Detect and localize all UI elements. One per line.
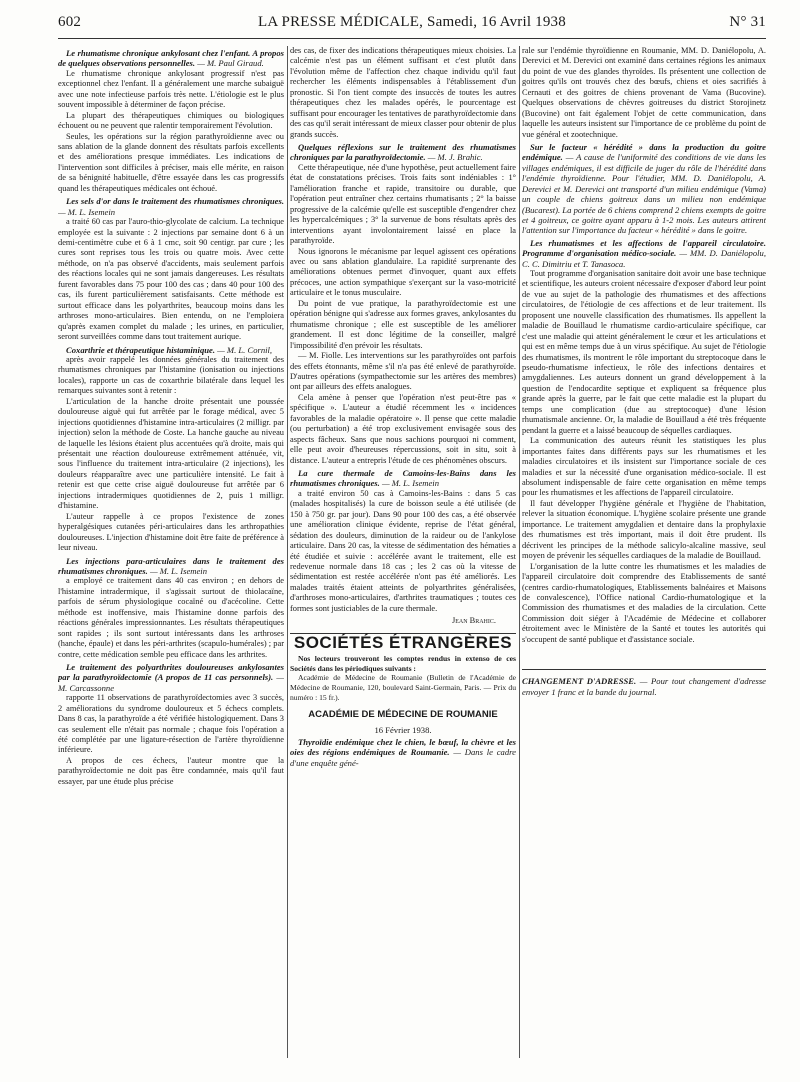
- article-title: Sur le facteur « hérédité » dans la production du goitre endémique. — A cause de l'uniformité des conditions de vie dans les villages endémiques, il est difficile de juger du rôle de l'hérédité dans l'endémie thyroïdienne. Pour l'étudier, MM. D. Daniélopolu, A. Derevici et M. Derevici ont transporté d'un milieu endémique (Vama) un couple de chiens goitreux dans un milieu non endémique (Bucarest). La portée de 6 chiens comprend 2 chiens exempts de goitre et 4 goitreux, ce goitre ayant apparu à 1-2 mois. Les auteurs attirent l'attention sur l'importance du facteur « hérédité » dans le goitre.: [522, 142, 766, 236]
- article-author: — M. Paul Giraud.: [197, 58, 264, 69]
- article-title: Les rhumatismes et les affections de l'appareil circulatoire. Programme d'organisation médico-sociale. — MM. D. Daniélopolu, C. C. Dimitriu et T. Tanasoca.: [522, 237, 766, 269]
- session-date: 16 Février 1938.: [374, 724, 432, 735]
- column-divider-1: [287, 46, 288, 1058]
- paragraph: A propos de ces échecs, l'auteur montre que la parathyroïdectomie ne doit pas être condamnée, mais qu'il faut essayer, par une étude plus précise: [58, 755, 284, 786]
- paragraph: a employé ce traitement dans 40 cas environ ; en dehors de l'histamine intradermique, il s'agissait surtout de thiolacaïne, parfois de sérum physiologique cocaïné ou d'acécoline. Cette méthode est inoffensive, mais l'histamine donne parfois des réactions générales impressionnantes. Les résultats thérapeutiques sont rapides ; ils sont surtout intéressants dans les arthroses (hanche, épaule) et dans les péri-arthrites (scapulo-humérales) ; par contre, cette médication semble peu efficace dans les arthrites.: [58, 576, 284, 659]
- paragraph: Il faut développer l'hygiène générale et l'hygiène de l'habitation, relever la situation économique. L'hygiène scolaire présente une grande importance. Le traitement amygdalien et dentaire dans la prophylaxie des rhumatismes est très important, mais il doit être prudent. Ils décrivent les principes de la méthode salicylo-alcaline massive, seul moyen de prévenir les séquelles cardiaques de la maladie de Bouillaud.: [522, 498, 766, 561]
- article-title: Les sels d'or dans le traitement des rhumatismes chroniques. — M. L. Isemein: [58, 196, 284, 217]
- article-text: — A cause de l'uniformité des conditions de vie dans les villages endémiques, il est difficile de juger du rôle de l'hérédité dans l'endémie thyroïdienne. Pour l'étudier, MM. D. Daniélopolu, A. Derevici et M. Derevici ont transporté d'un milieu endémique (Vama) un couple de chiens goitreux dans un milieu non endémique (Bucarest). La portée de 6 chiens comprend 2 chiens exempts de goitre et 4 goitreux, ce goitre ayant apparu à 1-2 mois. Les auteurs attirent l'attention sur l'importance du facteur « hérédité » dans le goitre.: [522, 152, 766, 236]
- paragraph: La communication des auteurs réunit les statistiques les plus importantes faites dans différents pays sur les rhumatismes et les maladies circulatoires et ils insistent sur l'importance sociale de ces maladies et sur la nécessité d'une organisation médico-sociale. Il est absolument indispensable de faire cette organisation en même temps pour les rhumatismes et les affections de l'appareil circulatoire.: [522, 436, 766, 498]
- paragraph: a traité 60 cas par l'auro-thio-glycolate de calcium. La technique employée est la suivante : 2 injections par semaine dont 6 à un demi-centimètre cube et 6 à 1 cmc, soit 90 centigr. par cure ; les cures sont reprises tous les trois ou quatre mois. Avec cette méthode, on n'a pas observé d'accidents, mais seulement parfois des réactions locales qui ne sont jamais dangereuses. Les résultats furent favorables dans 75 pour 100 des cas ; dans 40 pour 100 des cas, ils furent particulièrement satisfaisants. Cette méthode est surtout efficace dans les polyarthrites, beaucoup moins dans les arthroses mono-articulaires. Bien entendu, on ne l'emploiera qu'après examen complet du malade ; les urines, en particulier, seront surveillées comme dans tout traitement aurique.: [58, 217, 284, 342]
- paragraph: après avoir rappelé les données générales du traitement des rhumatismes chroniques par l'histamine (ionisation ou injections locales), rapporte un cas de coxarthrie bilatérale dans lequel les remarques suivantes sont à retenir :: [58, 354, 284, 396]
- notice-text: Académie de Médecine de Roumanie (Bulletin de l'Académie de Médecine de Roumanie, 120, boulevard Saint-Germain, Paris. — Prix du numéro : 15 fr.).: [290, 673, 516, 702]
- academy-heading: ACADÉMIE DE MÉDECINE DE ROUMANIE: [308, 709, 498, 721]
- column-3: [522, 46, 766, 1076]
- article-text: — Dans le cadre d'une enquête géné-: [290, 747, 516, 768]
- address-change-notice: [522, 669, 766, 698]
- paragraph: La plupart des thérapeutiques chimiques ou biologiques échouent ou ne peuvent que ralentir temporairement l'évolution.: [58, 110, 284, 131]
- page-header: [58, 14, 766, 36]
- article-author: — M. Carcassonne: [58, 672, 284, 693]
- paragraph: Cette thérapeutique, née d'une hypothèse, peut actuellement faire état de constatations précises. Trois faits sont indéniables : 1° l'amélioration franche et rapide, transitoire ou durable, que l'opération peut entraîner chez certains rhumatisants ; 2° la baisse progressive de la calcémie qu'elle est susceptible d'engendrer chez les hypercalcémiques ; 3° la survenue de bons résultats après des interventions ayant involontairement laissé en place la parathyroïde.: [290, 162, 516, 246]
- column-divider-2: [519, 46, 520, 1058]
- periodicals-notice: [290, 654, 516, 702]
- article-author: — M. L. Cornil,: [217, 344, 273, 355]
- notice-label: CHANGEMENT D'ADRESSE.: [522, 676, 637, 687]
- column-2: [290, 46, 516, 1076]
- issue-number: N° 31: [729, 14, 766, 30]
- paragraph: Tout programme d'organisation sanitaire doit avoir une base technique et scientifique, les auteurs croient nécessaire d'exposer d'abord leur point de vue au sujet de la pathologie des rhumatismes et des affections circulatoires, de l'étiologie de ces affections et de leur traitement. Ils proposent une nouvelle classification des rhumatismes. Ils appellent la maladie de Bouillaud le rhumatisme cardio-articulaire spécifique, car c'est une maladie qui atteint généralement le cœur et les articulations et qui est en même temps due à un virus spécifique. Au sujet de l'étiologie des rhumatismes, ils montrent le rôle important du streptocoque dans le pseudo-rhumatisme infectieux, le rôle des infections dentaires et amygdaliennes. Les auteurs donnent un grand développement à la question de l'endocardite septique et expliquent sa fréquence plus grande après la guerre, par le fait que cette maladie est la plupart du temps une complication (due au streptocoque) d'une lésion rhumatismale ancienne. Or, la maladie de Bouillaud a été très fréquente pendant la guerre et a laissé beaucoup de séquelles cardiaques.: [522, 268, 766, 435]
- paragraph: des cas, de fixer des indications thérapeutiques mieux choisies. La calcémie n'est pas un élément suffisant et c'est plutôt dans l'évolution même de l'affection chez chaque individu qu'il faut rechercher les éléments indispensables à l'établissement d'un pronostic. Si l'on tient compte des insuccès de toutes les autres thérapeutiques chez les malades opérés, le pourcentage est suffisant pour encourager les tentatives de parathyroïdectomie dans des cas qu'il serait intéressant de mieux classer pour obtenir de plus grands succès.: [290, 46, 516, 139]
- article-author: — M. L. Isemein: [149, 565, 207, 576]
- article-title: Les injections para-articulaires dans le traitement des rhumatismes chroniques. — M. L. Isemein: [58, 555, 284, 576]
- paragraph: rapporte 11 observations de parathyroïdectomies avec 3 succès, 2 améliorations du syndrome douloureux et 5 échecs complets. Dans 8 cas, la parathyroïde a été vérifiée histologiquement. Dans 3 cas seulement elle n'était pas normale ; chaque fois l'opération a été complétée par une ligature-résection de l'artère thyroïdienne inférieure.: [58, 693, 284, 755]
- notice-text: Nos lecteurs trouveront les comptes rendus in extenso de ces Sociétés dans les périodiques suivants :: [290, 654, 516, 673]
- article-title: Coxarthrie et thérapeutique histaminique. — M. L. Cornil,: [66, 344, 273, 355]
- article-author: — M. L. Isemein: [58, 206, 116, 217]
- notice-text: — Pour tout changement d'adresse envoyer 1 franc et la bande du journal.: [522, 676, 766, 698]
- paragraph: — M. Fiolle. Les interventions sur les parathyroïdes ont parfois des effets étonnants, même s'il n'a pas été enlevé de parathyroïde. D'autres opérations (sympathectomie sur les artères des membres) ont par ailleurs des effets analogues.: [290, 351, 516, 392]
- article-author: — MM. D. Daniélopolu, C. C. Dimitriu et T. Tanasoca.: [522, 248, 766, 269]
- paragraph: Seules, les opérations sur la région parathyroïdienne avec ou sans ablation de la glande donnent des résultats parfois excellents et des améliorations presque immédiates. Les indications de l'intervention sont difficiles à préciser, mais elle mérite, en raison de sa bénignité habituelle, d'être essayée dans les cas progressifs quand les thérapeutiques médicales ont échoué.: [58, 131, 284, 193]
- header-rule: [58, 38, 766, 39]
- paragraph: L'auteur rappelle à ce propos l'existence de zones hyperalgésiques cutanées péri-articulaires dans les arthropathies douloureuses. L'injection d'histamine doit être faite de préférence à leur niveau.: [58, 511, 284, 553]
- article-title: Le traitement des polyarthrites douloureuses ankylosantes par la parathyroïdectomie (A propos de 11 cas personnels). — M. Carcassonne: [58, 661, 284, 693]
- paragraph: Cela amène à penser que l'opération n'est peut-être pas « spécifique ». L'auteur a étudié récemment les « incidences favorables de la maladie opératoire ». Il pense que cette maladie (ou perturbation) a été trop exclusivement envisagée sous des aspects fâcheux. Sans que nous sachions pourquoi ni comment, elle peut avoir d'heureuses répercussions, soit in situ, soit à distance. L'auteur a entrepris l'étude de ces phénomènes obscurs.: [290, 392, 516, 465]
- paragraph: a traité environ 50 cas à Camoins-les-Bains : dans 5 cas (malades hospitalisés) la cure de boisson seule a été utilisée (de 150 à 750 gr. par jour). Dans 90 pour 100 des cas, a été observée une amélioration clinique évidente, reprise de l'état général, sédation des douleurs, diminution de la raideur ou de l'ankylose articulaire. Dans 20 cas, la vitesse de sédimentation des hématies a été étudiée et suivie : accélérée avant le traitement, elle est redevenue normale dans 18 cas ; les 2 cas où la vitesse de sédimentation est restée accélérée n'ont pas été améliorés. Les malades traités étaient atteints de polyarthrites généralisées, d'arthroses mono-articulaires, d'arthrites traumatiques ; toutes ces formes sont justiciables de la cure thermale.: [290, 488, 516, 613]
- signature: Jean Brahic.: [451, 616, 496, 626]
- section-title: SOCIÉTÉS ÉTRANGÈRES: [290, 633, 516, 648]
- article-author: — M. L. Isemein: [381, 478, 439, 489]
- paragraph: L'organisation de la lutte contre les rhumatismes et les maladies de l'appareil circulatoire doit comprendre des Etablissements de santé (centres cardio-rhumatologiques, Etablissements balnéaires et Maisons de convalescence), l'Office national Cardio-rhumatologique et la Commission des rhumatismes et des maladies de la circulation. Cette Commission doit siéger à l'Académie de Médecine et collaborer étroitement avec le Ministère de la Santé et toutes les autorités qui s'occupent de santé publique et d'assistance sociale.: [522, 561, 766, 644]
- paragraph: Le rhumatisme chronique ankylosant progressif n'est pas exceptionnel chez l'enfant. Il a généralement une marche subaiguë avec une note infectieuse parfois très nette. L'étiologie est le plus souvent impossible à déterminer de façon précise.: [58, 68, 284, 110]
- article-title: Quelques réflexions sur le traitement des rhumatismes chroniques par la parathyroïdectomie. — M. J. Brahic.: [290, 142, 516, 163]
- paragraph: Du point de vue pratique, la parathyroïdectomie est une opération bénigne qui s'adresse aux formes graves, ankylosantes du rhumatisme chronique ; elle est susceptible de les améliorer grandement. Il est donc légitime de la conseiller, malgré l'impossibilité d'en prévoir les résultats.: [290, 298, 516, 350]
- paragraph: Nous ignorons le mécanisme par lequel agissent ces opérations avec ou sans ablation glandulaire. La rapidité surprenante des améliorations obtenues permet d'invoquer, quant aux effets précoces, une action sympathique s'exerçant sur la vaso-motricité articulaire et le tonus musculaire.: [290, 246, 516, 298]
- paragraph: rale sur l'endémie thyroïdienne en Roumanie, MM. D. Daniélopolu, A. Derevici et M. Derevici ont examiné dans certaines régions les animaux du point de vue des glandes thyroïdes. Ils présentent une collection de goitres qu'ils ont trouvés chez des bœufs, chiens et oies sacrifiés à Cernauti et des goitres de chiens provenant de Vama (Bucovine). Quelques observations de chèvres goitreuses du district Storojinetz (Bucovine) ont fait également l'objet de cette communication, dans laquelle les auteurs insistent sur l'importance de ce problème du point de vue général et zootechnique.: [522, 46, 766, 139]
- column-1: [58, 46, 284, 1076]
- page-number: 602: [58, 14, 82, 30]
- journal-title: LA PRESSE MÉDICALE, Samedi, 16 Avril 1938: [258, 14, 566, 30]
- article-author: — M. J. Brahic.: [427, 152, 483, 163]
- paragraph: L'articulation de la hanche droite présentait une poussée douloureuse aiguë qui fut arrêtée par le forage médical, avec 5 injections quotidiennes d'histamine intra-articulaires (2 milligr. par injection) selon la méthode de Coste. La hanche gauche au niveau de laquelle les lésions étaient plus accentuées qu'à droite, mais qui présentait une réaction douloureuse extrêmement atténuée, vit, sous l'influence du traitement intra-articulaire (2 injections), les douleurs réapparaître avec une particulière intensité. Le fait à retenir est que cette crise aiguë douloureuse fut arrêtée par 6 injections intradermiques quotidiennes de 2, puis 1 milligr. d'histamine.: [58, 396, 284, 511]
- article-title: Thyroïdie endémique chez le chien, le bœuf, la chèvre et les oies des régions endémiques de Roumanie. — Dans le cadre d'une enquête géné-: [290, 737, 516, 768]
- article-title: La cure thermale de Camoins-les-Bains dans les rhumatismes chroniques. — M. L. Isemein: [290, 468, 516, 489]
- article-title: Le rhumatisme chronique ankylosant chez l'enfant. A propos de quelques observations personnelles. — M. Paul Giraud.: [58, 48, 284, 69]
